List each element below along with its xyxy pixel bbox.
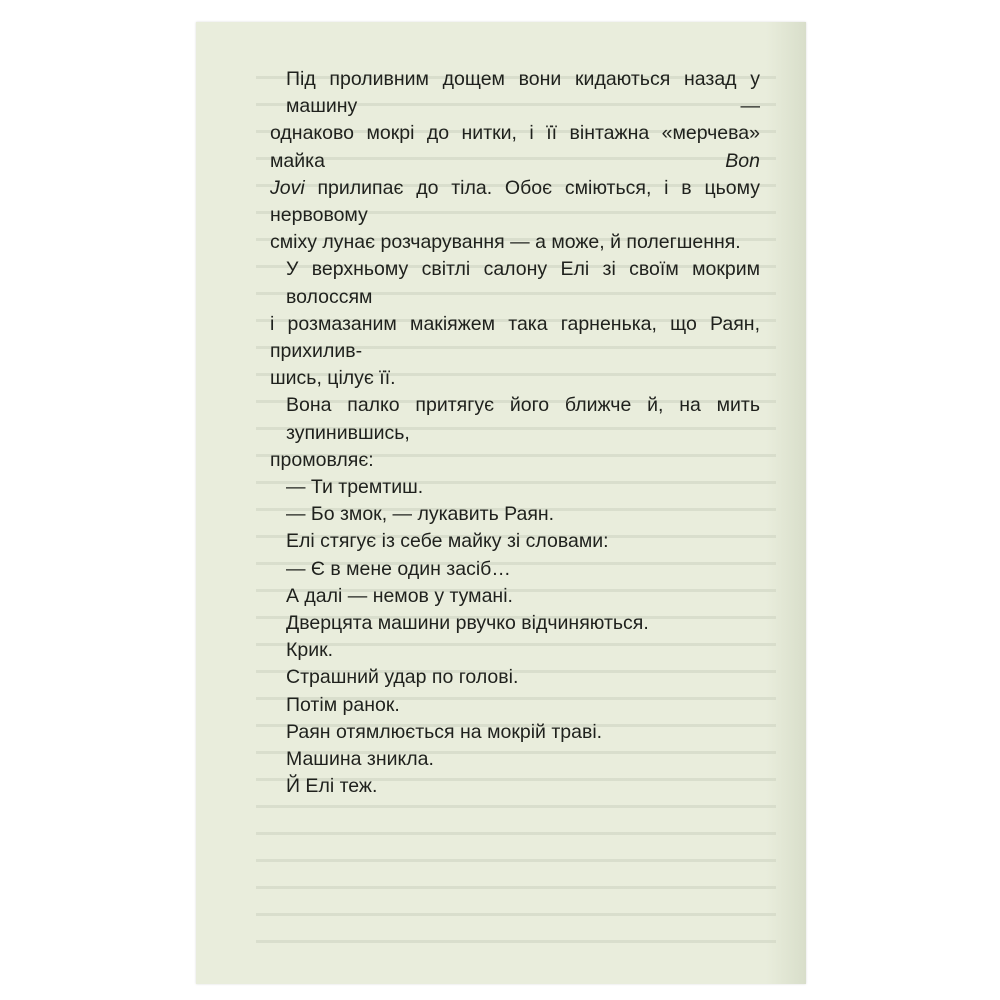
text-line: Крик. [286, 639, 334, 662]
text-line: А далі — немов у тумані. [286, 584, 513, 607]
text-line: Елі стягує із себе майку зі словами: [286, 530, 609, 553]
text-line: Страшний удар по голові. [286, 666, 519, 689]
text-line: Потім ранок. [286, 693, 400, 716]
band-name: Bon [725, 149, 760, 172]
dialogue-line [270, 501, 760, 528]
paragraph [270, 583, 760, 610]
paragraph [270, 746, 760, 773]
dialogue-line [270, 474, 760, 501]
text-line-part: однаково мокрі до нитки, і її вінтажна «мерчева» майка [270, 122, 760, 172]
text-line: сміху лунає розчарування — а може, й полегшення. [270, 231, 741, 254]
book-page [196, 22, 806, 984]
text-line: У верхньому світлі салону Елі зі своїм мокрим волоссям [286, 258, 760, 308]
paragraph [270, 66, 760, 256]
text-line: Під проливним дощем вони кидаються назад у машину — [286, 68, 760, 118]
text-line: — Є в мене один засіб… [286, 557, 511, 580]
text-line: Й Елі теж. [286, 775, 378, 798]
text-line: і розмазаним макіяжем така гарненька, що Раян, прихилив- [270, 312, 760, 363]
text-line-part: прилипає до тіла. Обоє сміються, і в цьому нервовому [270, 176, 760, 227]
paragraph [270, 392, 760, 474]
band-name: Jovi [270, 176, 305, 199]
text-line: Дверцята машини рвучко відчиняються. [286, 612, 649, 635]
paragraph [270, 773, 760, 800]
text-line: шись, цілує її. [270, 367, 396, 390]
text-line [270, 120, 760, 174]
text-line: — Бо змок, — лукавить Раян. [286, 503, 555, 526]
paragraph [270, 719, 760, 746]
paragraph [270, 610, 760, 637]
text-line: Раян отямлюється на мокрій траві. [286, 720, 603, 743]
paragraph [270, 692, 760, 719]
body-text [270, 66, 760, 800]
text-line: Машина зникла. [286, 748, 434, 771]
paragraph [270, 637, 760, 664]
text-line [270, 175, 760, 229]
paragraph [270, 664, 760, 691]
text-line: промовляє: [270, 448, 374, 471]
paragraph [270, 528, 760, 555]
text-line: Вона палко притягує його ближче й, на мить зупинившись, [286, 394, 760, 444]
text-line: — Ти тремтиш. [286, 476, 424, 499]
dialogue-line [270, 556, 760, 583]
paragraph [270, 256, 760, 392]
